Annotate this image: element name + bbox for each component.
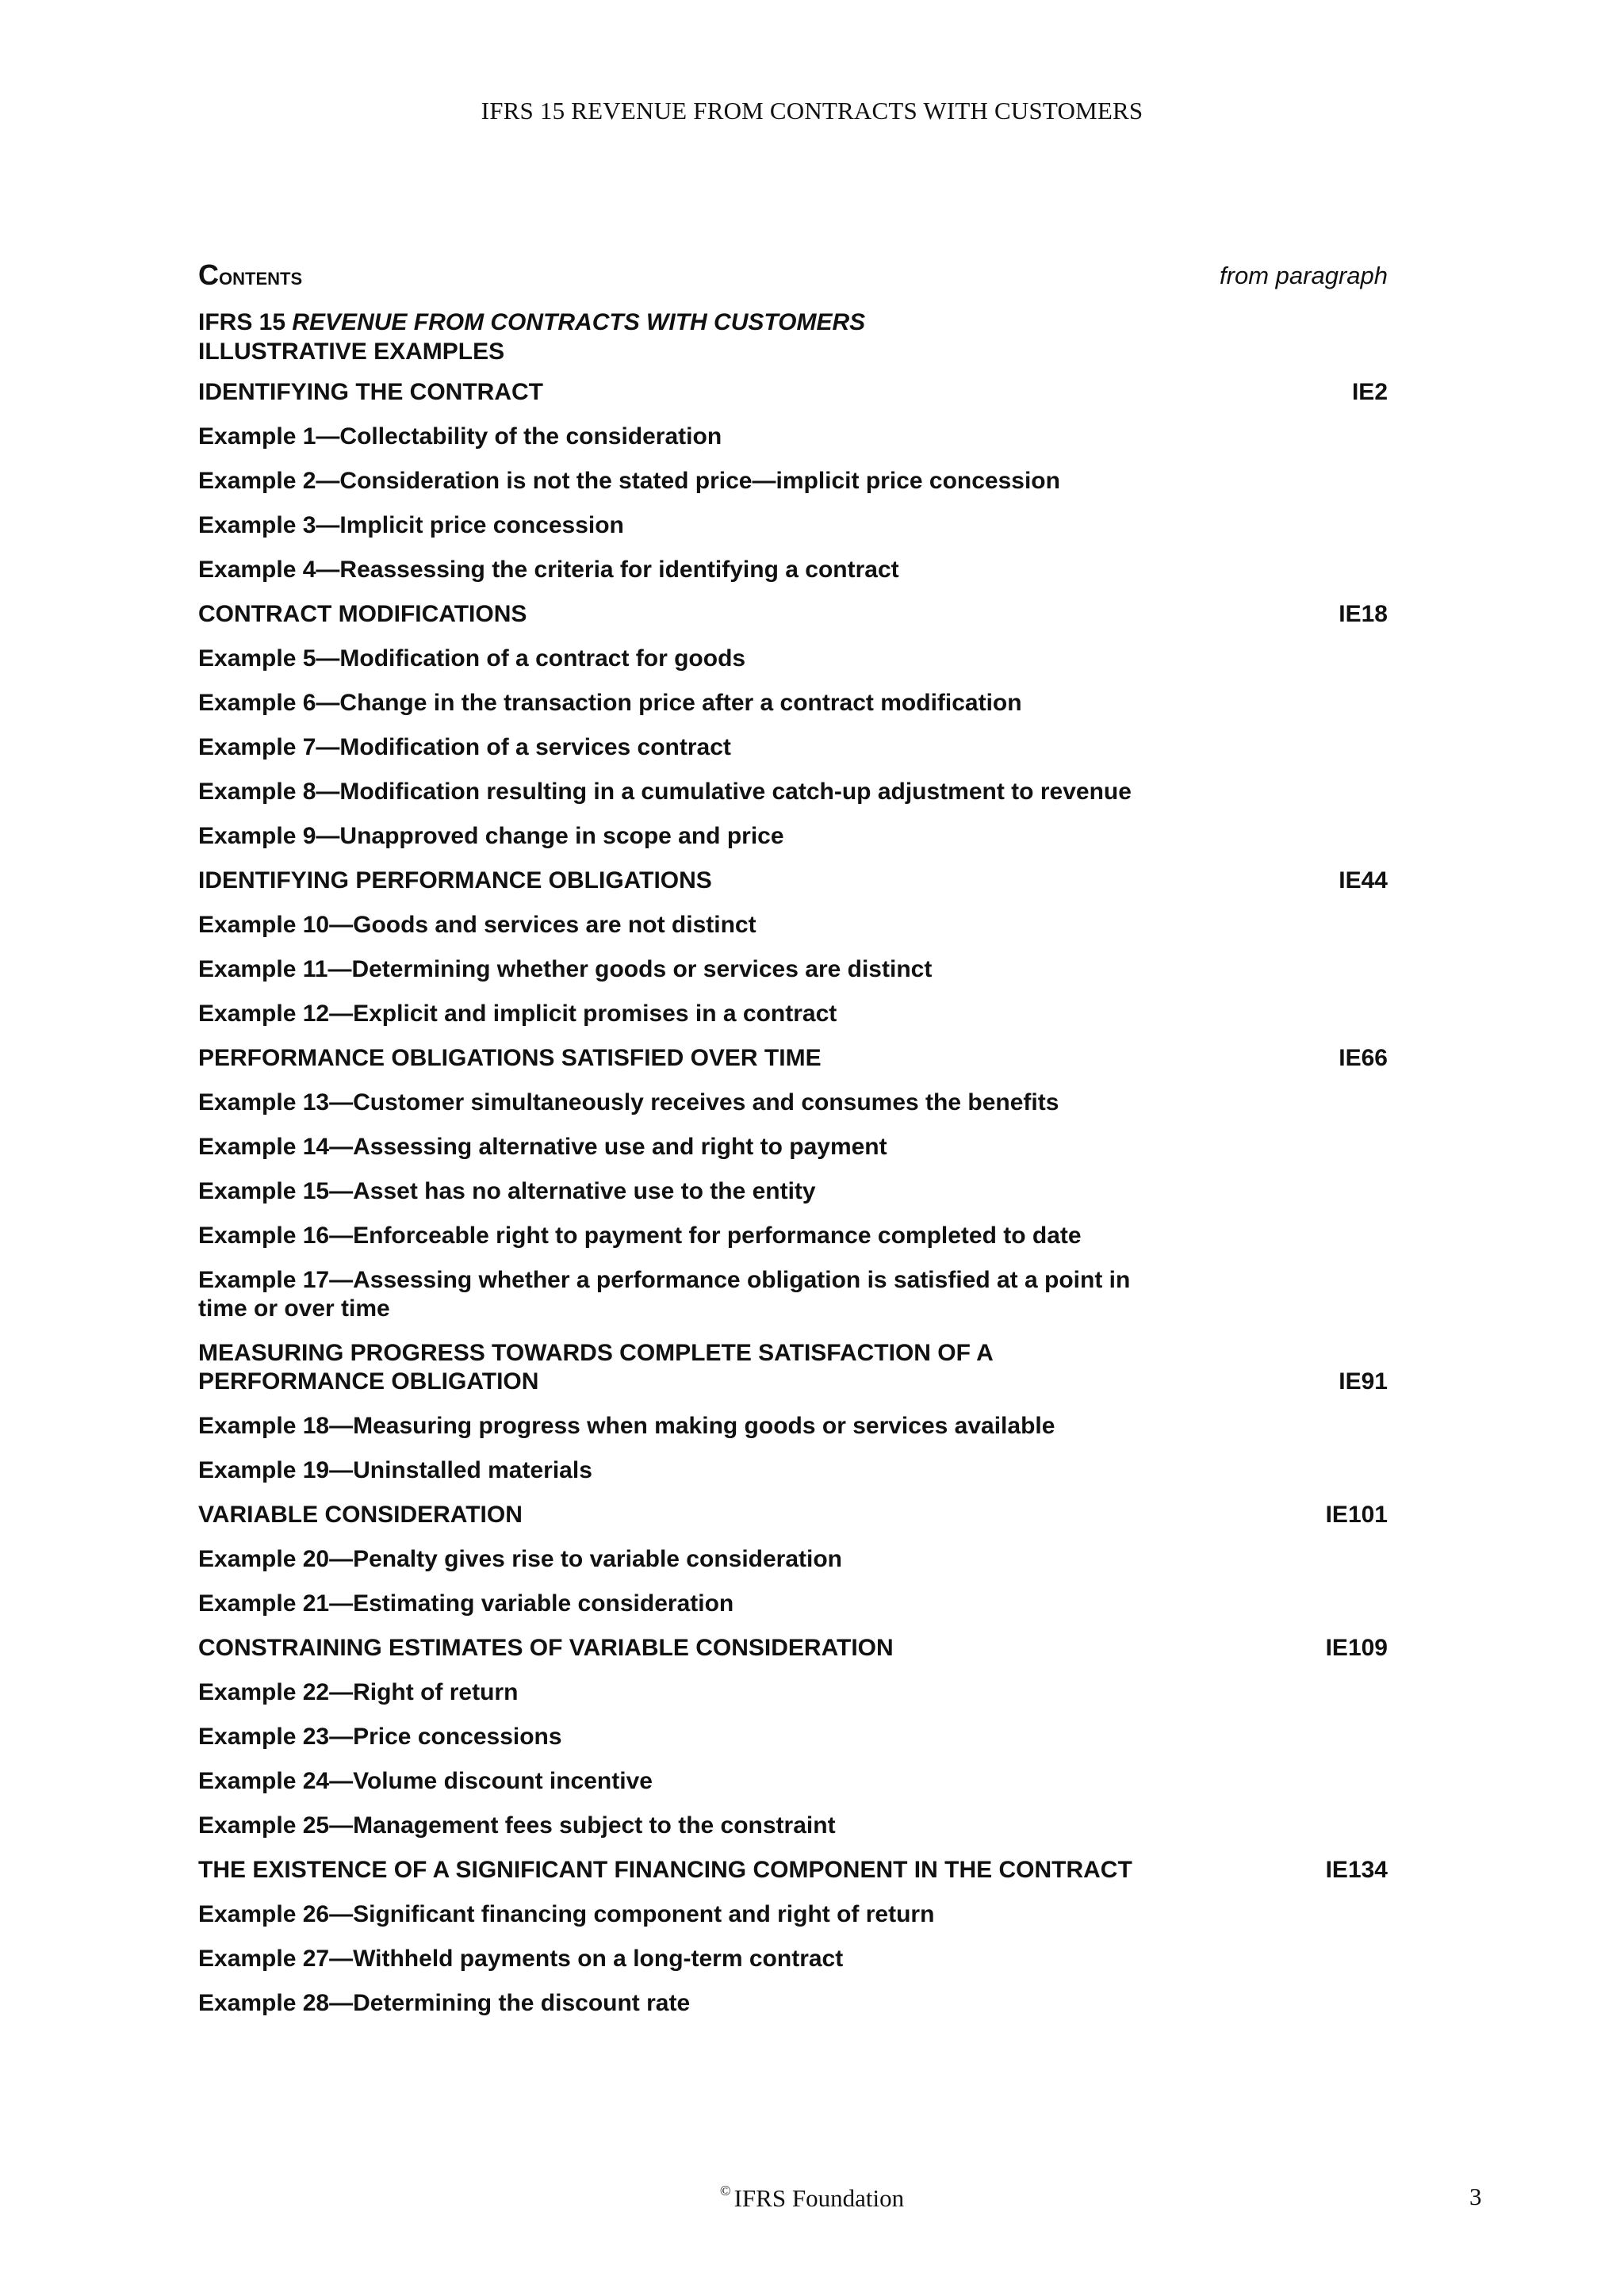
- toc-example-row: [198, 1723, 1388, 1751]
- contents-title-initial: C: [198, 258, 219, 291]
- toc-entry-text: THE EXISTENCE OF A SIGNIFICANT FINANCING COMPONENT IN THE CONTRACT: [198, 1857, 1132, 1883]
- toc-example-row: [198, 1900, 1388, 1929]
- toc-entry-text: IDENTIFYING PERFORMANCE OBLIGATIONS: [198, 867, 712, 894]
- toc-entry-text: Example 1—Collectability of the consideration: [198, 423, 722, 450]
- toc-paragraph-ref: IE44: [1339, 867, 1388, 894]
- toc-example-row: [198, 1678, 1388, 1707]
- toc-entry-text: Example 5—Modification of a contract for goods: [198, 645, 746, 672]
- toc-example-row: [198, 645, 1388, 673]
- toc-entry-text: Example 10—Goods and services are not distinct: [198, 912, 756, 938]
- toc-example-row: [198, 1767, 1388, 1796]
- toc-example-row: [198, 1133, 1388, 1161]
- toc-entry-text: MEASURING PROGRESS TOWARDS COMPLETE SATISFACTION OF A PERFORMANCE OBLIGATION: [198, 1340, 993, 1395]
- toc-entry-text: Example 16—Enforceable right to payment for performance completed to date: [198, 1223, 1082, 1249]
- document-title-prefix: IFRS 15: [198, 309, 293, 335]
- running-header: IFRS 15 REVENUE FROM CONTRACTS WITH CUSTOMERS: [481, 97, 1143, 124]
- toc-paragraph-ref: IE109: [1325, 1635, 1388, 1661]
- contents-heading-row: [198, 258, 1388, 298]
- toc-entry-text: Example 12—Explicit and implicit promises in a contract: [198, 1001, 837, 1027]
- toc-example-row: [198, 1177, 1388, 1206]
- toc-example-row: [198, 955, 1388, 984]
- toc-example-row: [198, 1545, 1388, 1574]
- toc-example-row: [198, 1989, 1388, 2018]
- toc-example-row: [198, 1222, 1388, 1250]
- toc-entry-text: IDENTIFYING THE CONTRACT: [198, 379, 543, 405]
- document-title-italic: REVENUE FROM CONTRACTS WITH CUSTOMERS: [292, 309, 866, 335]
- toc-example-row: [198, 467, 1388, 496]
- toc-paragraph-ref: IE91: [1339, 1368, 1388, 1395]
- toc-example-row: [198, 1089, 1388, 1117]
- footer-copyright: [0, 2183, 1624, 2213]
- toc-paragraph-ref: IE101: [1325, 1502, 1388, 1528]
- toc-example-row: [198, 556, 1388, 584]
- contents-title-rest: ontents: [219, 262, 303, 290]
- toc-section-row: [198, 867, 1388, 895]
- table-of-contents: [198, 378, 1388, 2034]
- toc-entry-text: Example 8—Modification resulting in a cumulative catch-up adjustment to revenue: [198, 779, 1132, 805]
- toc-section-row: [198, 1339, 1388, 1396]
- toc-entry-text: Example 19—Uninstalled materials: [198, 1457, 592, 1483]
- toc-entry-text: VARIABLE CONSIDERATION: [198, 1502, 523, 1528]
- toc-section-row: [198, 1856, 1388, 1885]
- document-title: [198, 308, 865, 366]
- toc-entry-text: Example 21—Estimating variable consideration: [198, 1590, 734, 1617]
- toc-section-row: [198, 378, 1388, 407]
- toc-entry-text: Example 7—Modification of a services contract: [198, 734, 731, 760]
- toc-entry-text: Example 6—Change in the transaction price after a contract modification: [198, 690, 1022, 716]
- contents-title: [198, 258, 302, 292]
- document-title-line2: ILLUSTRATIVE EXAMPLES: [198, 339, 505, 365]
- toc-entry-text: Example 17—Assessing whether a performance obligation is satisfied at a point in time or over time: [198, 1267, 1131, 1322]
- toc-entry-text: Example 14—Assessing alternative use and right to payment: [198, 1134, 887, 1160]
- toc-example-row: [198, 778, 1388, 806]
- toc-entry-text: Example 18—Measuring progress when making goods or services available: [198, 1413, 1055, 1439]
- toc-entry-text: CONSTRAINING ESTIMATES OF VARIABLE CONSIDERATION: [198, 1635, 894, 1661]
- toc-entry-text: Example 26—Significant financing component and right of return: [198, 1901, 935, 1927]
- toc-example-row: [198, 423, 1388, 451]
- toc-entry-text: Example 20—Penalty gives rise to variable consideration: [198, 1546, 843, 1572]
- toc-paragraph-ref: IE134: [1325, 1857, 1388, 1883]
- toc-entry-text: Example 23—Price concessions: [198, 1724, 562, 1750]
- toc-entry-text: Example 3—Implicit price concession: [198, 512, 624, 538]
- toc-example-row: [198, 1812, 1388, 1840]
- toc-example-row: [198, 1412, 1388, 1441]
- toc-example-row: [198, 689, 1388, 718]
- toc-paragraph-ref: IE18: [1339, 601, 1388, 627]
- toc-example-row: [198, 1945, 1388, 1973]
- toc-entry-text: Example 28—Determining the discount rate: [198, 1990, 691, 2016]
- toc-entry-text: Example 24—Volume discount incentive: [198, 1768, 653, 1794]
- toc-example-row: [198, 733, 1388, 762]
- toc-entry-text: PERFORMANCE OBLIGATIONS SATISFIED OVER TIME: [198, 1045, 822, 1071]
- toc-entry-text: Example 13—Customer simultaneously receives and consumes the benefits: [198, 1089, 1059, 1115]
- toc-example-row: [198, 1590, 1388, 1618]
- toc-entry-text: Example 25—Management fees subject to the constraint: [198, 1812, 836, 1839]
- toc-entry-text: Example 22—Right of return: [198, 1679, 519, 1705]
- toc-section-row: [198, 600, 1388, 629]
- toc-paragraph-ref: IE2: [1351, 379, 1388, 405]
- toc-example-row: [198, 1000, 1388, 1028]
- toc-entry-text: Example 2—Consideration is not the stated price—implicit price concession: [198, 468, 1060, 494]
- toc-example-row: [198, 511, 1388, 540]
- toc-example-row: [198, 911, 1388, 939]
- footer-org: IFRS Foundation: [733, 2184, 905, 2212]
- toc-example-row: [198, 1266, 1388, 1323]
- toc-entry-text: Example 11—Determining whether goods or services are distinct: [198, 956, 933, 982]
- toc-entry-text: CONTRACT MODIFICATIONS: [198, 601, 527, 627]
- toc-section-row: [198, 1044, 1388, 1073]
- from-paragraph-label: from paragraph: [1220, 262, 1388, 289]
- toc-entry-text: Example 4—Reassessing the criteria for identifying a contract: [198, 557, 899, 583]
- toc-example-row: [198, 822, 1388, 851]
- toc-example-row: [198, 1456, 1388, 1485]
- page-number: 3: [1469, 2183, 1482, 2210]
- toc-section-row: [198, 1501, 1388, 1529]
- toc-entry-text: Example 27—Withheld payments on a long-term contract: [198, 1946, 844, 1972]
- toc-entry-text: Example 15—Asset has no alternative use to the entity: [198, 1178, 816, 1204]
- document-title-line1: [198, 308, 865, 337]
- toc-paragraph-ref: IE66: [1339, 1045, 1388, 1071]
- toc-entry-text: Example 9—Unapproved change in scope and price: [198, 823, 784, 849]
- toc-section-row: [198, 1634, 1388, 1663]
- copyright-symbol: ©: [719, 2183, 731, 2198]
